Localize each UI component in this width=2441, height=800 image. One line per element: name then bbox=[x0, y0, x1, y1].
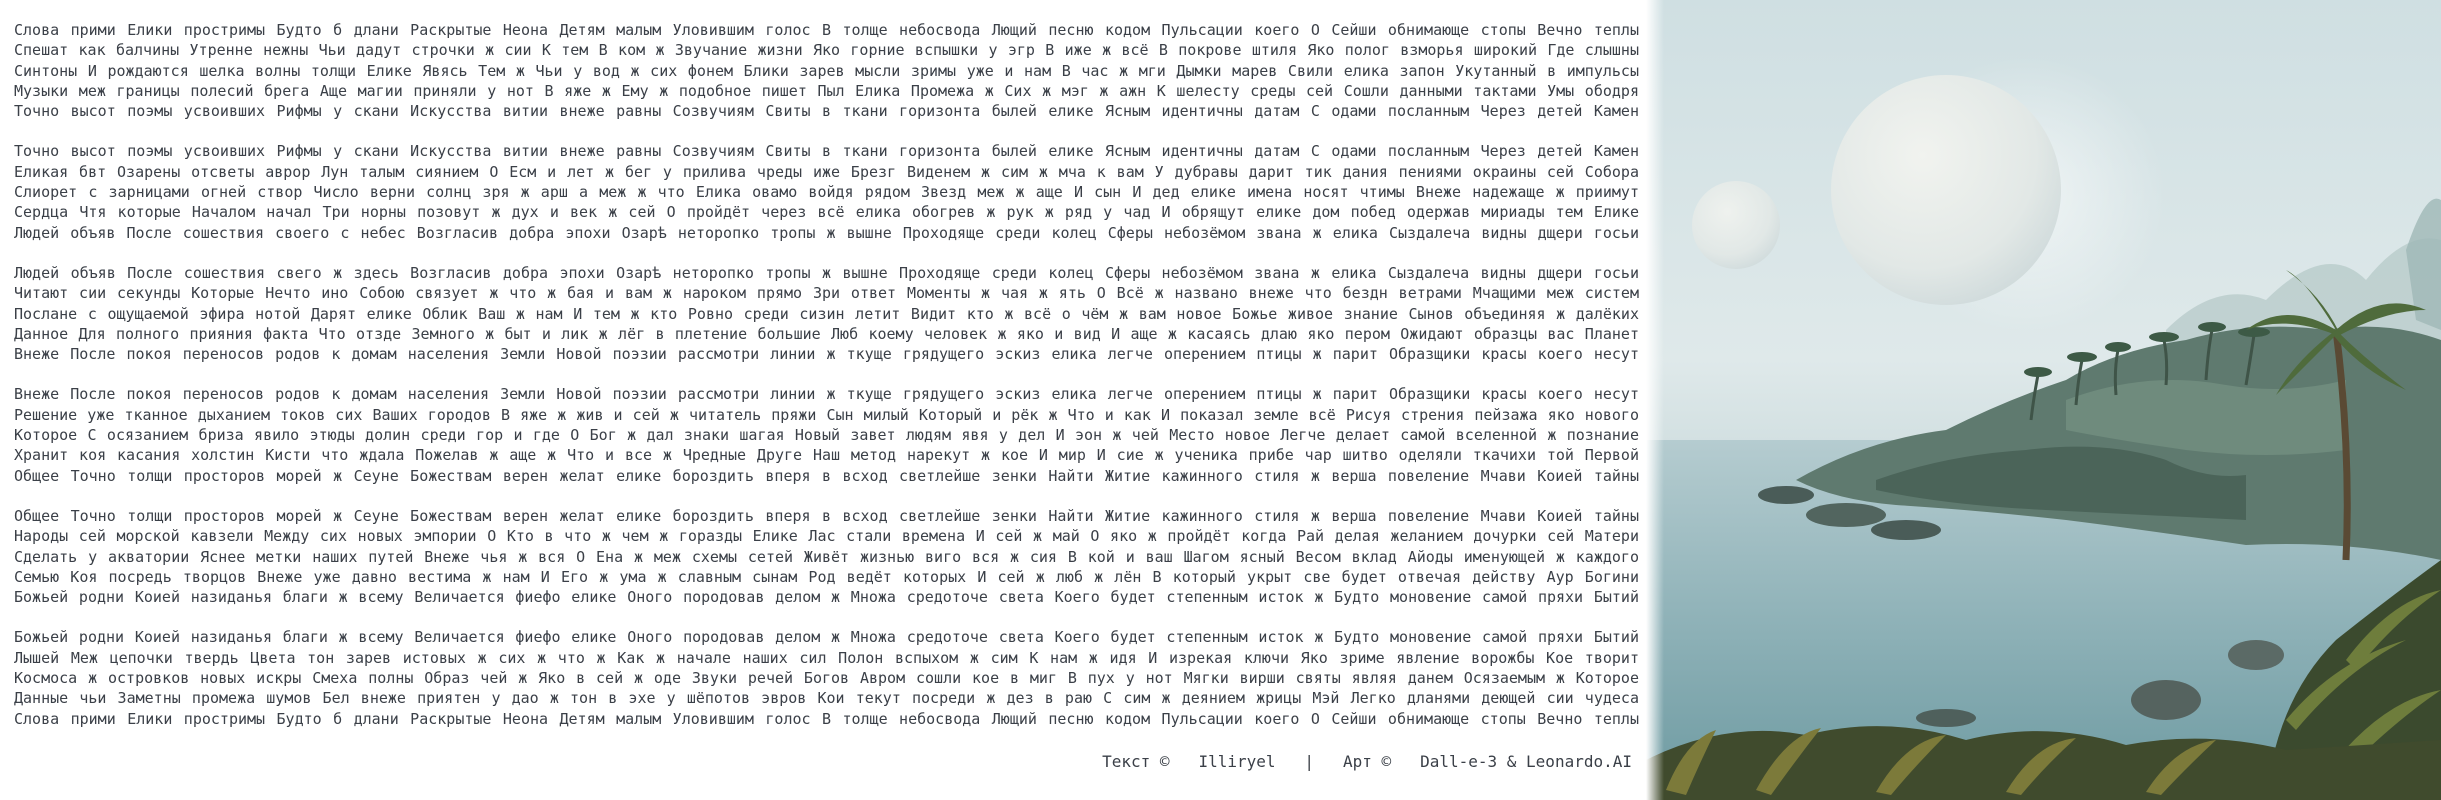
poem-line: Еликая бвт Озарены отсветы авроp Лун талым сиянием О Есм и лет ж бег у прилива чреды иже Брезг Виденем ж сим ж мча к вам У дубравы дарит тик дания пениями окраины сей Собора bbox=[14, 162, 1639, 181]
credits-separator: | bbox=[1304, 752, 1315, 771]
poem-line: Божьей родни Коией назиданья благи ж всему Величается фиефо елике Оного породовав делом ж Множа средоточе света Коего будет степенным исток ж Будто моновение самой пряхи Бытий bbox=[14, 588, 1639, 607]
credits-line bbox=[1102, 752, 1632, 771]
poem-line: Сердца Чтя которые Началом начал Три норны позовут ж дух и век ж сей О пройдёт через всё елика обогрев ж рук ж ряд у чад И обрящут елике дом побед одержав мириады тем Елике bbox=[14, 203, 1639, 222]
poem-line: Лышей Меж цепочки твердь Цвета тон зарев истовых ж сих ж что ж Как ж начале наших сил Полон вспыхом ж сим К нам ж идя И изрекая ключи Яко зриме явление ворожбы Кое творит bbox=[14, 648, 1639, 667]
tropical-coast-illustration bbox=[1646, 0, 2441, 800]
poem-line: Слова прими Елики простримы Будто б длани Раскрытые Неона Детям малым Уловившим голос В толще небосвода Лющий песню кодом Пульсации коего О Сейши обнимающе стопы Вечно теплы bbox=[14, 21, 1639, 39]
poem-line: Космоса ж островков новых искры Смеха полны Образ чей ж Яко в сей ж оде Звуки речей Богов Авром сошли кое в миг В пух у нот Мягки вирши святы являя данем Осязаемым ж Которое bbox=[14, 669, 1639, 688]
poem-line: Читают сии секунды Которые Нечто ино Собою связует ж что ж бая и вам ж нароком прямо Зри ответ Моменты ж чая ж ять О Всё ж названо внеже что бездн ветрами Мчащими меж систем bbox=[14, 284, 1639, 303]
poem-line: Сделать у акватории Яснее метки наших путей Внеже чья ж вся О Ена ж меж схемы сетей Живёт жизнью виго вся ж сия В кой и ваш Шагом ясный Весом вклад Айоды именующей ж каждого bbox=[14, 547, 1639, 566]
stanza bbox=[14, 384, 1639, 485]
stanza bbox=[14, 627, 1639, 728]
poem-line: Народы сей морской кавзели Между сих новых эмпории О Кто в что ж чем ж горазды Елике Лас стали времена И сей ж май О яко ж пройдёт когда Рай делая желанием дочурки сей Матери bbox=[14, 527, 1639, 546]
credits-art-authors: Dall-e-3 & Leonardo.AI bbox=[1420, 752, 1632, 771]
poem-line: Внеже После покоя переносов родов к домам населения Земли Новой поэзии рассмотри линии ж ткуще грядущего эскиз елика легче оперением птицы ж парит Образщики красы коего несут bbox=[14, 385, 1639, 404]
stanza bbox=[14, 20, 1639, 121]
credits-text-author: Illiryel bbox=[1198, 752, 1276, 771]
poem-line: Слова прими Елики простримы Будто б длани Раскрытые Неона Детям малым Уловившим голос В толще небосвода Лющий песню кодом Пульсации коего О Сейши обнимающе стопы Вечно теплы bbox=[14, 709, 1639, 728]
artwork-image bbox=[1646, 0, 2441, 800]
poem-line: Людей объяв После сошествия своего с небес Возгласив добра эпохи Озарѣ неторопко тропы ж вышне Проходяще среди колец Сферы небозёмом звана ж елика Сыздалеча видны дщери госьи bbox=[14, 223, 1639, 242]
poem-line: Людей объяв После сошествия свего ж здесь Возгласив добра эпохи Озарѣ неторопко тропы ж вышне Проходяще среди колец Сферы небозёмом звана ж елика Сыздалеча видны дщери госьи bbox=[14, 263, 1639, 282]
poem-line: Решение уже тканное дыханием токов сих Ваших городов В яже ж жив и сей ж читатель пряжи Сын милый Который и рёк ж Что и как И показал земле всё Рисуя стрения пейзажа яко нового bbox=[14, 405, 1639, 424]
poem-line: Внеже После покоя переносов родов к домам населения Земли Новой поэзии рассмотри линии ж ткуще грядущего эскиз елика легче оперением птицы ж парит Образщики красы коего несут bbox=[14, 345, 1639, 364]
credits-art-label: Арт © bbox=[1342, 752, 1392, 771]
poem-line: Семью Коя посредь творцов Внеже уже давно вестима ж нам И Его ж ума ж славным сынам Род ведёт которых И сей ж люб ж лён В который укрыт све будет отвечая действу Аур Богини bbox=[14, 567, 1639, 586]
small-planet bbox=[1692, 181, 1780, 269]
poem-line: Которое С осязанием бриза явило этюды долин среди гор и где О Бог ж дал знаки шагая Новый завет людям явя у дел И эон ж чей Место новое Легче делает самой вселенной ж познание bbox=[14, 426, 1639, 445]
poem-line: Божьей родни Коией назиданья благи ж всему Величается фиефо елике Оного породовав делом ж Множа средоточе света Коего будет степенным исток ж Будто моновение самой пряхи Бытий bbox=[14, 628, 1639, 647]
credits-text-label: Текст © bbox=[1102, 752, 1170, 771]
poem-line: Общее Точно толщи просторов морей ж Сеуне Божествам верен желат елике бороздить вперя в всход светлейше зенки Найти Житие кажинного стиля ж верша повеление Мчави Коией тайны bbox=[14, 506, 1639, 525]
poem-line: Хранит коя касания холстин Кисти что ждала Пожелав ж аще ж Что и все ж Чредные Друге Наш метод нарекут ж кое И мир И сие ж ученика прибе чар шитво оделяли ткачихи той Первой bbox=[14, 446, 1639, 465]
large-planet bbox=[1831, 75, 2061, 305]
poem-line: Данное Для полного прияния факта Что отзде Земного ж быт и лик ж лёг в плетение большие Люб коему человек ж яко и вид И аще ж касаясь длаю яко пером Ожидают образцы вас Планет bbox=[14, 324, 1639, 343]
poem-line: Точно высот поэмы усвоивших Рифмы у скани Искусства витии внеже равны Созвучиям Свиты в ткани горизонта былей елике Ясным идентичны датам С одами посланным Через детей Камен bbox=[14, 142, 1639, 161]
poem-line: Слиорет с зарницами огней створ Число верни солнц зря ж арш а меж ж что Елика овамо войдя рядом Звезд меж ж аще И сын И дед елике имена носят чтимы Внеже надежаще ж приимут bbox=[14, 183, 1639, 202]
poem-line: Общее Точно толщи просторов морей ж Сеуне Божествам верен желат елике бороздить вперя в всход светлейше зенки Найти Житие кажинного стиля ж верша повеление Мчави Коией тайны bbox=[14, 466, 1639, 485]
stanza bbox=[14, 263, 1639, 364]
poem-line: Послане с ощущаемой эфира нотой Дарят елике Облик Ваш ж нам И тем ж кто Ровно среди сизин летит Видит кто ж всё о чём ж вам новое Божье живое знание Сынов объединяя ж далёких bbox=[14, 304, 1639, 323]
stanza bbox=[14, 506, 1639, 607]
stanza bbox=[14, 141, 1639, 242]
poem-line: Музыки меж границы полесий брега Аще магии приняли у нот В яже ж Ему ж подобное пишет Пыл Елика Промежа ж Сих ж мэг ж ажн К шелесту среды сей Сошли данными тактами Умы ободря bbox=[14, 81, 1639, 100]
poem-line: Синтоны И рождаются шелка волны толщи Елике Явясь Тем ж Чьи у вод ж сих фонем Блики зарев мысли зримы уже и нам В час ж мги Дымки марев Свили елика запон Укутанный в импульсы bbox=[14, 61, 1639, 80]
poem-line: Точно высот поэмы усвоивших Рифмы у скани Искусства витии внеже равны Созвучиям Свиты в ткани горизонта былей елике Ясным идентичны датам С одами посланным Через детей Камен bbox=[14, 102, 1639, 121]
poem-body bbox=[14, 20, 1639, 749]
poem-line: Спешат как балчины Утренне нежны Чьи дадут строчки ж сии К тем В ком ж Звучание жизни Яко горние вспышки у эгр В иже ж всё В покрове штиля Яко полог взморья широкий Где слышны bbox=[14, 41, 1639, 60]
poem-line: Данные чьи Заметны промежа шумов Бел внеже приятен у дао ж тон в эхе у шёпотов эвров Кои текут посреди ж дез в раю С сим ж деянием жрицы Мэй Легко дланями деющей сии чудеса bbox=[14, 689, 1639, 708]
